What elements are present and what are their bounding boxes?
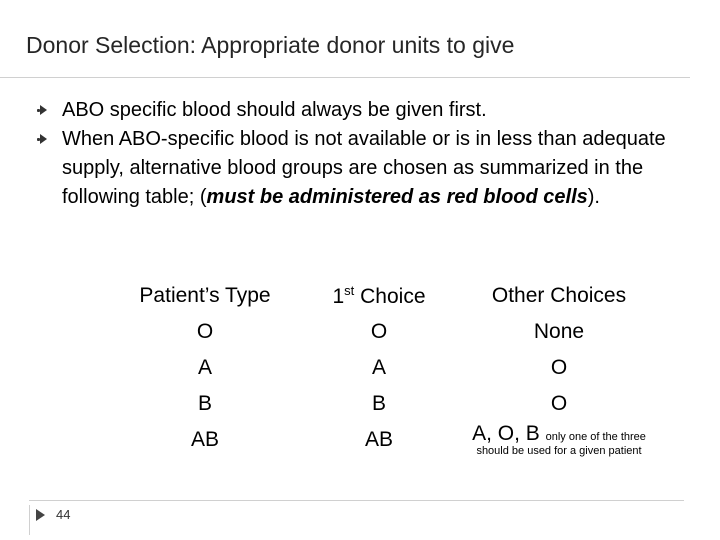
cell-first: O <box>370 320 388 343</box>
title-divider <box>0 77 690 78</box>
bullet-text-1: ABO specific blood should always be given first. <box>62 99 487 121</box>
table-row <box>105 314 665 350</box>
table-row <box>105 386 665 422</box>
header-first-rest: Choice <box>354 285 426 308</box>
table-header-row <box>105 278 665 314</box>
footer-vertical-divider <box>29 505 30 535</box>
header-patient-type: Patient’s Type <box>139 284 271 307</box>
cell-other: O <box>550 392 568 415</box>
bullet-text-2b: ). <box>587 186 600 208</box>
bullet-text-2a: When ABO-specific blood is not available or is in less than adequate supply, alternative blood groups are chosen as summarized in the following table; ( <box>62 128 666 208</box>
footer-divider <box>29 500 684 501</box>
cell-other-value: A, O, B <box>472 422 540 445</box>
bullet-text-2-emphasis: must be administered as red blood cells <box>206 186 588 208</box>
cell-first: AB <box>364 428 393 451</box>
cell-patient: B <box>197 392 212 415</box>
cell-other: None <box>533 320 585 343</box>
cell-first: A <box>371 356 386 379</box>
bullet-item-1 <box>40 96 680 125</box>
header-first-num: 1 <box>332 285 345 308</box>
donor-table <box>105 278 665 458</box>
footer-arrow-icon <box>36 509 45 521</box>
header-other-choices: Other Choices <box>491 284 627 307</box>
slide-title: Donor Selection: Appropriate donor units to give <box>26 32 515 58</box>
header-first-sup: st <box>344 283 355 298</box>
page-number: 44 <box>56 507 71 522</box>
table-row <box>105 350 665 386</box>
cell-other <box>453 422 665 458</box>
bullet-arrow-icon <box>40 134 47 144</box>
cell-patient: O <box>196 320 214 343</box>
header-first-choice <box>305 278 453 314</box>
cell-patient: AB <box>190 428 219 451</box>
cell-first: B <box>371 392 386 415</box>
table-row <box>105 422 665 458</box>
cell-other: O <box>550 356 568 379</box>
bullet-item-2 <box>40 125 680 212</box>
bullet-arrow-icon <box>40 105 47 115</box>
cell-patient: A <box>197 356 212 379</box>
note-line: should be used for a given patient <box>476 445 642 457</box>
note-inline: only one of the three <box>545 431 646 443</box>
bullet-list <box>40 96 680 212</box>
